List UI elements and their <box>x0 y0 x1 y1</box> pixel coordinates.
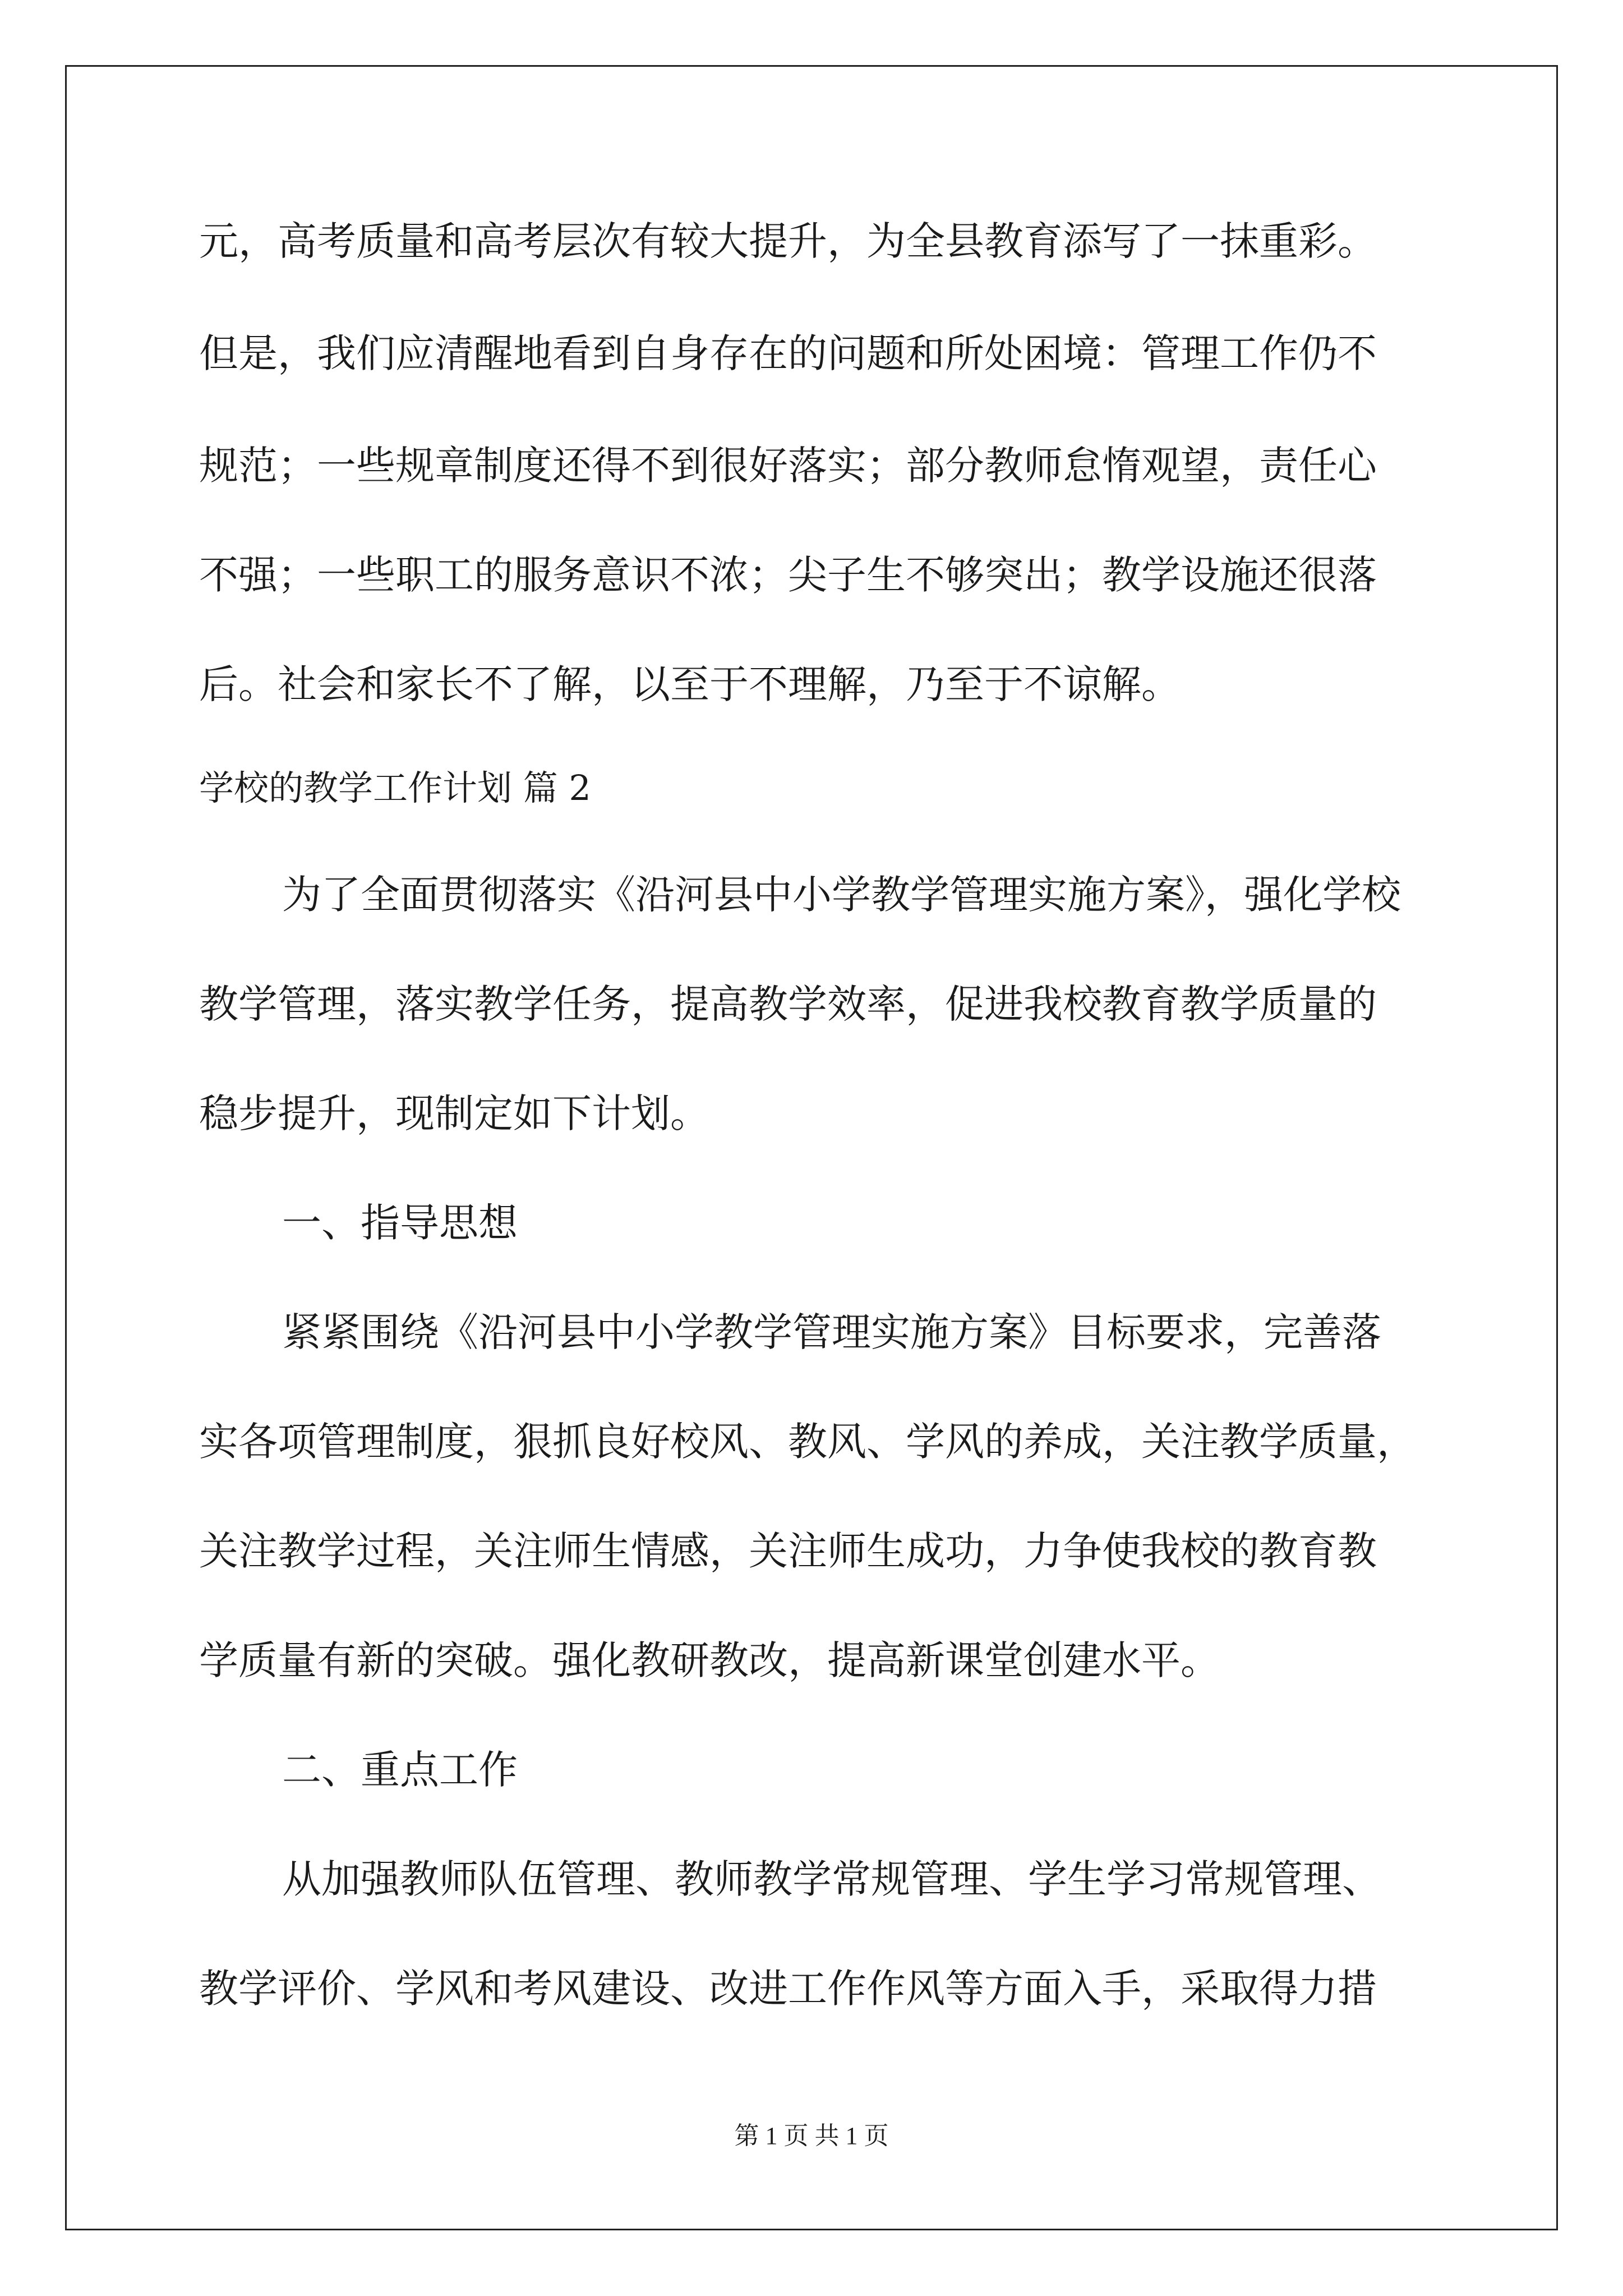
paragraph-line: 学质量有新的突破。强化教研教改，提高新课堂创建水平。 <box>199 1637 1220 1683</box>
paragraph-line: 稳步提升，现制定如下计划。 <box>199 1091 709 1137</box>
subheading: 二、重点工作 <box>282 1747 518 1793</box>
paragraph-line: 但是，我们应清醒地看到自身存在的问题和所处困境：管理工作仍不 <box>199 330 1377 376</box>
paragraph-line: 教学评价、学风和考风建设、改进工作作风等方面入手，采取得力措 <box>199 1966 1377 2012</box>
paragraph-line: 教学管理，落实教学任务，提高教学效率，促进我校教育教学质量的 <box>199 981 1377 1027</box>
page-border <box>65 65 1558 2230</box>
paragraph-line: 从加强教师队伍管理、教师教学常规管理、学生学习常规管理、 <box>282 1856 1381 1902</box>
paragraph-line: 后。社会和家长不了解，以至于不理解，乃至于不谅解。 <box>199 661 1181 707</box>
paragraph-line: 关注教学过程，关注师生情感，关注师生成功，力争使我校的教育教 <box>199 1528 1377 1574</box>
paragraph-line: 元，高考质量和高考层次有较大提升，为全县教育添写了一抹重彩。 <box>199 218 1377 264</box>
subheading: 一、指导思想 <box>282 1200 518 1246</box>
paragraph-line: 规范；一些规章制度还得不到很好落实；部分教师怠惰观望，责任心 <box>199 443 1377 489</box>
section-heading: 学校的教学工作计划 篇 2 <box>199 767 591 808</box>
paragraph-line: 为了全面贯彻落实《沿河县中小学教学管理实施方案》，强化学校 <box>282 872 1401 918</box>
paragraph-line: 不强；一些职工的服务意识不浓；尖子生不够突出；教学设施还很落 <box>199 552 1377 598</box>
page-footer: 第 1 页 共 1 页 <box>734 2122 889 2150</box>
paragraph-line: 实各项管理制度，狠抓良好校风、教风、学风的养成，关注教学质量， <box>199 1419 1416 1465</box>
paragraph-line: 紧紧围绕《沿河县中小学教学管理实施方案》目标要求，完善落 <box>282 1309 1381 1355</box>
